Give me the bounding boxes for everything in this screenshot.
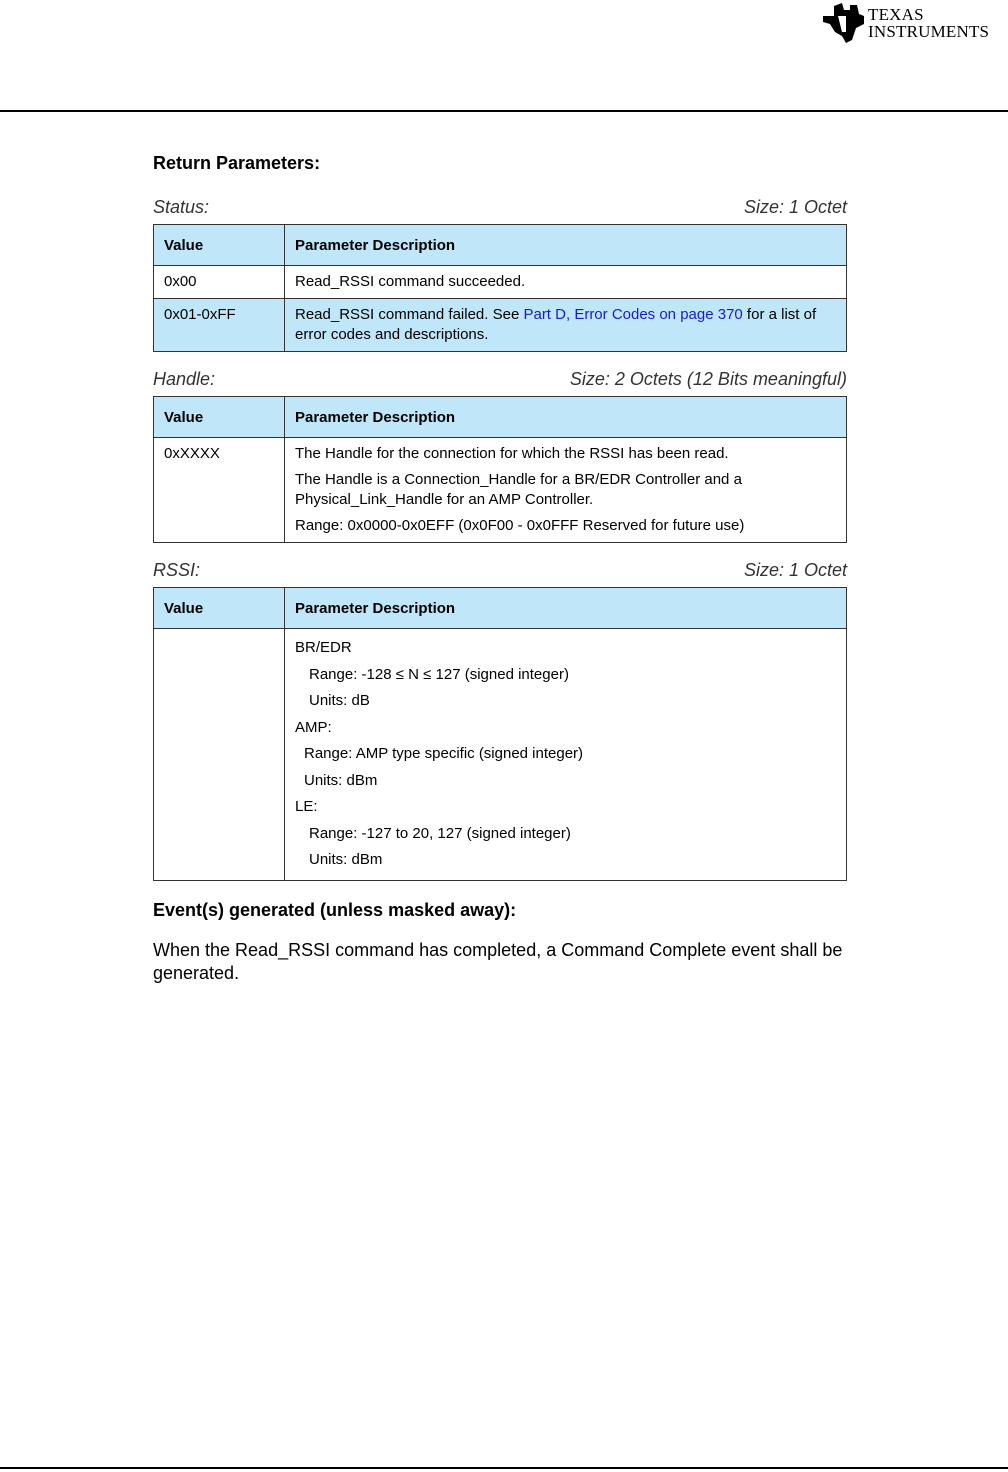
rssi-size: Size: 1 Octet [743, 560, 847, 580]
handle-desc [285, 438, 847, 543]
rssi-param-header [153, 559, 847, 581]
handle-param-header [153, 368, 847, 390]
ti-logo [820, 2, 1006, 46]
handle-col-desc: Parameter Description [285, 397, 847, 438]
brand-line2: INSTRUMENTS [868, 22, 990, 41]
status-row2-desc-post: for a list of error codes and descriptions. [295, 306, 817, 343]
rssi-value [154, 629, 285, 881]
rssi-bredr-units: Units: dB [309, 692, 370, 709]
handle-size: Size: 2 Octets (12 Bits meaningful) [569, 369, 847, 389]
status-row2-desc [285, 299, 847, 352]
rssi-amp-title: AMP: [295, 718, 332, 736]
table-row [154, 266, 847, 299]
rssi-amp-units: Units: dBm [304, 771, 378, 789]
rssi-le-title: LE: [295, 798, 318, 815]
handle-desc-line2: The Handle is a Connection_Handle for a BR/EDR Controller and a Physical_Link_Handle for an AMP Controller. [295, 471, 742, 508]
rssi-table [153, 587, 847, 881]
handle-desc-line3: Range: 0x0000-0x0EFF (0x0F00 - 0x0FFF Reserved for future use) [295, 517, 745, 534]
status-row1-value: 0x00 [154, 266, 285, 299]
status-col-value: Value [154, 225, 285, 266]
error-codes-link[interactable]: Part D, Error Codes on page 370 [523, 306, 743, 323]
rssi-desc [285, 629, 847, 881]
status-row2-value: 0x01-0xFF [154, 299, 285, 352]
rssi-bredr-range: Range: -128 ≤ N ≤ 127 (signed integer) [309, 665, 569, 683]
events-heading: Event(s) generated (unless masked away): [153, 899, 517, 920]
table-row [154, 299, 847, 352]
status-row2-desc-pre: Read_RSSI command failed. See [295, 306, 524, 323]
status-col-desc: Parameter Description [285, 225, 847, 266]
brand-line1: TEXAS [868, 5, 924, 24]
handle-col-value: Value [154, 397, 285, 438]
handle-label: Handle: [153, 369, 216, 389]
rssi-amp-range: Range: AMP type specific (signed integer) [304, 745, 584, 762]
events-text: When the Read_RSSI command has completed, a Command Complete event shall be generated. [153, 939, 843, 983]
document-content [153, 152, 847, 985]
status-table [153, 224, 847, 352]
ti-logo-icon [820, 2, 866, 44]
header-divider [0, 110, 1008, 112]
rssi-label: RSSI: [153, 560, 201, 580]
handle-value: 0xXXXX [154, 438, 285, 543]
status-row1-desc: Read_RSSI command succeeded. [285, 266, 847, 299]
footer-divider [0, 1467, 1008, 1469]
return-parameters-heading: Return Parameters: [153, 153, 321, 173]
table-row [154, 629, 847, 881]
status-label: Status: [153, 197, 210, 217]
rssi-col-desc: Parameter Description [285, 588, 847, 629]
rssi-bredr-title: BR/EDR [295, 639, 352, 656]
table-row [154, 438, 847, 543]
status-size: Size: 1 Octet [743, 197, 847, 217]
status-param-header [153, 196, 847, 218]
handle-table [153, 396, 847, 543]
rssi-col-value: Value [154, 588, 285, 629]
rssi-le-range: Range: -127 to 20, 127 (signed integer) [309, 824, 571, 842]
handle-desc-line1: The Handle for the connection for which the RSSI has been read. [295, 445, 729, 462]
rssi-le-units: Units: dBm [309, 851, 383, 868]
